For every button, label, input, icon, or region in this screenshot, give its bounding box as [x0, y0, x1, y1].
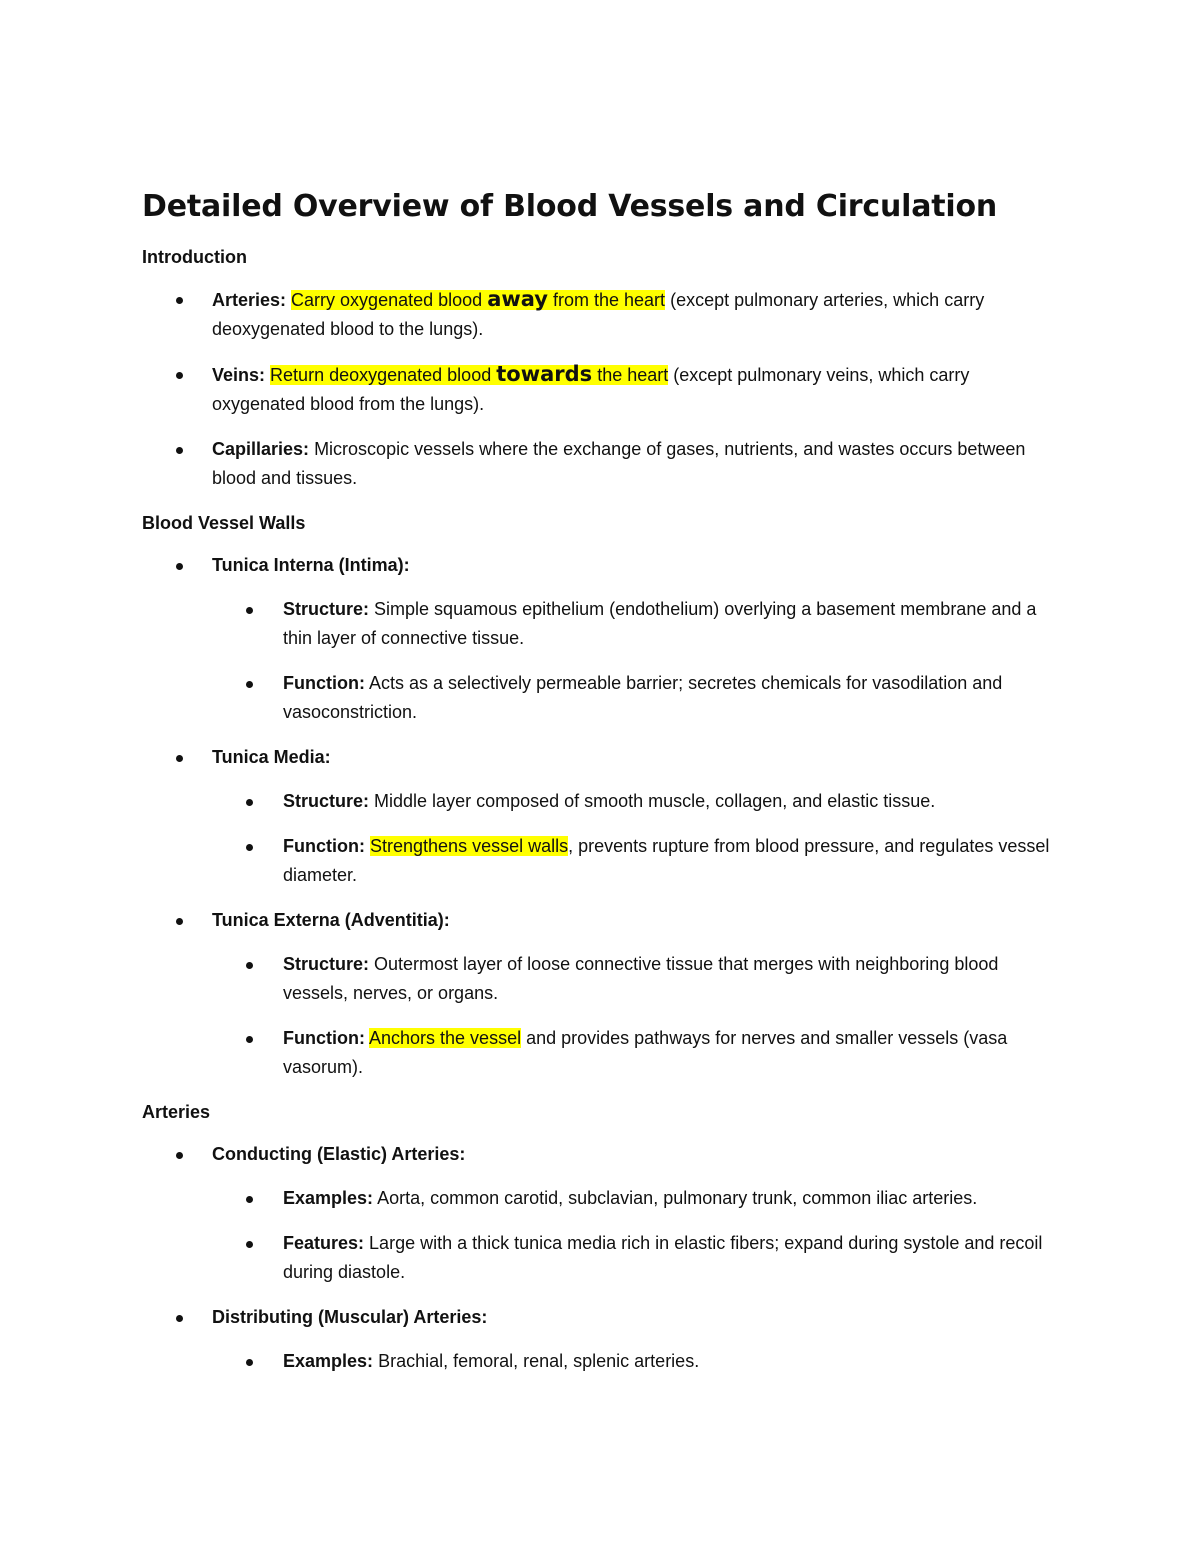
features-description: Large with a thick tunica media rich in elastic fibers; expand during systole and recoil during diastole.	[283, 1233, 1043, 1282]
term-structure: Structure:	[283, 791, 370, 811]
list-item-arteries	[142, 285, 1062, 344]
term-examples: Examples:	[283, 1351, 374, 1371]
capillaries-description: Microscopic vessels where the exchange of gases, nutrients, and wastes occurs between blood and tissues.	[212, 439, 1026, 488]
bullet-icon	[246, 681, 253, 688]
bullet-icon	[246, 1036, 253, 1043]
arteries-description: (except pulmonary arteries, which carry deoxygenated blood to the lungs).	[212, 290, 985, 339]
section-heading-arteries: Arteries	[142, 1102, 211, 1122]
list-item-structure	[212, 950, 1062, 1008]
structure-description: Simple squamous epithelium (endothelium) overlying a basement membrane and a thin layer of connective tissue.	[283, 599, 1037, 648]
veins-description: (except pulmonary veins, which carry oxygenated blood from the lungs).	[212, 365, 970, 414]
bullet-icon	[176, 755, 183, 762]
bullet-icon	[176, 563, 183, 570]
label-conducting-arteries: Conducting (Elastic) Arteries:	[212, 1144, 466, 1164]
structure-description: Outermost layer of loose connective tissue that merges with neighboring blood vessels, nerves, or organs.	[283, 954, 999, 1003]
highlight-text: the heart	[597, 365, 669, 385]
document-page	[142, 187, 1062, 1392]
function-description: , prevents rupture from blood pressure, and regulates vessel diameter.	[283, 836, 1050, 885]
emphasis-towards: towards	[496, 362, 593, 386]
bullet-icon	[176, 1315, 183, 1322]
list-item-tunica-media	[142, 743, 1062, 890]
list-item-conducting-arteries	[142, 1140, 1062, 1287]
label-tunica-interna: Tunica Interna (Intima):	[212, 555, 410, 575]
examples-description: Aorta, common carotid, subclavian, pulmonary trunk, common iliac arteries.	[377, 1188, 978, 1208]
list-item-tunica-interna	[142, 551, 1062, 727]
bullet-icon	[176, 297, 183, 304]
highlight-anchors: Anchors the vessel	[369, 1028, 522, 1048]
term-structure: Structure:	[283, 954, 370, 974]
bullet-icon	[246, 1196, 253, 1203]
list-item-veins	[142, 360, 1062, 419]
highlight-veins	[270, 362, 669, 386]
document-title: Detailed Overview of Blood Vessels and Circulation	[142, 189, 998, 224]
function-description: and provides pathways for nerves and smaller vessels (vasa vasorum).	[283, 1028, 1008, 1077]
list-item-capillaries	[142, 435, 1062, 493]
highlight-text: Return deoxygenated blood	[270, 365, 492, 385]
term-arteries: Arteries:	[212, 290, 287, 310]
conducting-arteries-sublist	[212, 1184, 1062, 1287]
bullet-icon	[176, 1152, 183, 1159]
bullet-icon	[246, 962, 253, 969]
term-examples: Examples:	[283, 1188, 374, 1208]
list-item-tunica-externa	[142, 906, 1062, 1082]
term-capillaries: Capillaries:	[212, 439, 310, 459]
term-features: Features:	[283, 1233, 365, 1253]
introduction-list	[142, 285, 1062, 493]
list-item-structure	[212, 595, 1062, 653]
highlight-strengthens: Strengthens vessel walls	[370, 836, 569, 856]
tunica-media-sublist	[212, 787, 1062, 890]
section-heading-introduction: Introduction	[142, 247, 247, 267]
tunica-interna-sublist	[212, 595, 1062, 727]
bullet-icon	[246, 1241, 253, 1248]
term-function: Function:	[283, 1028, 365, 1048]
function-description: Acts as a selectively permeable barrier; secretes chemicals for vasodilation and vasoconstriction.	[283, 673, 1003, 722]
distributing-arteries-sublist	[212, 1347, 1062, 1376]
section-heading-walls: Blood Vessel Walls	[142, 513, 306, 533]
highlight-text: Carry oxygenated blood	[291, 290, 483, 310]
bullet-icon	[176, 372, 183, 379]
bullet-icon	[246, 607, 253, 614]
walls-list	[142, 551, 1062, 1082]
structure-description: Middle layer composed of smooth muscle, collagen, and elastic tissue.	[374, 791, 936, 811]
list-item-function	[212, 832, 1062, 890]
list-item-examples	[212, 1347, 1062, 1376]
list-item-function	[212, 1024, 1062, 1082]
bullet-icon	[246, 1359, 253, 1366]
label-tunica-externa: Tunica Externa (Adventitia):	[212, 910, 450, 930]
list-item-structure	[212, 787, 1062, 816]
bullet-icon	[246, 799, 253, 806]
term-veins: Veins:	[212, 365, 266, 385]
term-structure: Structure:	[283, 599, 370, 619]
bullet-icon	[176, 447, 183, 454]
label-distributing-arteries: Distributing (Muscular) Arteries:	[212, 1307, 488, 1327]
tunica-externa-sublist	[212, 950, 1062, 1082]
list-item-distributing-arteries	[142, 1303, 1062, 1376]
examples-description: Brachial, femoral, renal, splenic arteries.	[378, 1351, 700, 1371]
label-tunica-media: Tunica Media:	[212, 747, 331, 767]
bullet-icon	[246, 844, 253, 851]
term-function: Function:	[283, 836, 365, 856]
emphasis-away: away	[487, 287, 548, 311]
list-item-features	[212, 1229, 1062, 1287]
bullet-icon	[176, 918, 183, 925]
list-item-examples	[212, 1184, 1062, 1213]
term-function: Function:	[283, 673, 365, 693]
list-item-function	[212, 669, 1062, 727]
highlight-text: from the heart	[553, 290, 666, 310]
arteries-list	[142, 1140, 1062, 1376]
highlight-arteries	[291, 287, 666, 311]
